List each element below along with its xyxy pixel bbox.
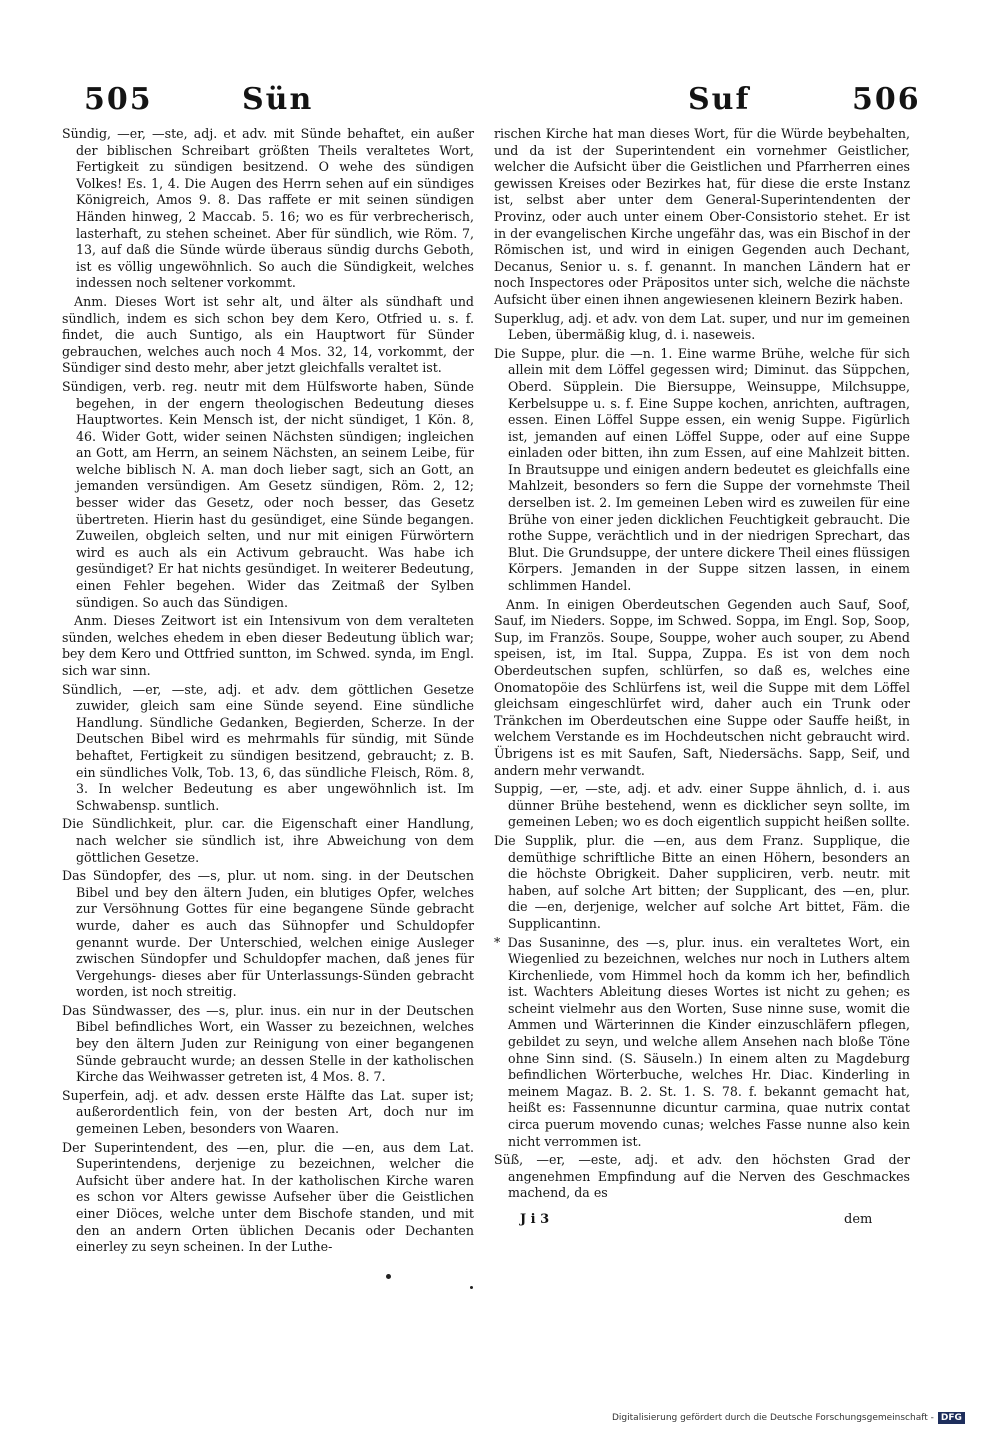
entry-suppe: Die Suppe, plur. die —n. 1. Eine warme Brühe, welche für sich allein mit dem Löffel gegessen wird; Diminut. das Süppchen, Oberd. Süpplein. Die Biersuppe, Weinsuppe, Milchsuppe, Kerbelsuppe u. s. f. Eine Suppe kochen, anrichten, auftragen, essen. Einen Löffel Suppe essen, ein wenig Suppe. Figürlich ist, jemanden auf einen Löffel Suppe, oder auf eine Suppe einladen oder bitten, ihn zum Essen, auf eine Mahlzeit bitten. In Brautsuppe und einigen andern bedeutet es gleichfalls eine Mahlzeit, besonders so fern die Suppe der vornehmste Theil derselben ist. 2. Im gemeinen Leben wird es zuweilen für eine Brühe von einer jeden dicklichen Feuchtigkeit gebraucht. Die rothe Suppe, verächtlich und in der niedrigen Sprechart, das Blut. Die Grundsuppe, der untere dickere Theil eines flüssigen Körpers. Jemanden in der Suppe sitzen lassen, in einem schlimmen Handel.	[494, 345, 910, 594]
entry-superintendent-continued: rischen Kirche hat man dieses Wort, für die Würde beybehalten, und da ist der Superintendent ein vornehmer Geistlicher, welcher die Aufsicht über die Geistlichen und Pfarrherren eines gewissen Kreises oder Bezirkes hat, für diese die erste Instanz ist, selbst aber unter dem General-Superintendenten der Provinz, oder auch unter einem Ober-Consistorio stehet. Er ist in der evangelischen Kirche ungefähr das, was ein Bischof in der Römischen ist, und wird in einigen Gegenden auch Dechant, Decanus, Senior u. s. f. genannt. In manchen Ländern hat er noch Inspectores oder Präpositos unter sich, welche die nächste Aufsicht über einen ihnen angewiesenen kleinern Bezirk haben.	[494, 126, 910, 307]
entry-suppig: Suppig, —er, —ste, adj. et adv. einer Suppe ähnlich, d. i. aus dünner Brühe bestehend, wenn es dicklicher seyn sollte, im gemeinen Leben; wo es doch eigentlich suppicht heißen sollte.	[494, 781, 910, 830]
dfg-logo: DFG	[938, 1412, 965, 1424]
left-column	[62, 126, 474, 1258]
entry-susaninne: * Das Susaninne, des —s, plur. inus. ein veraltetes Wort, ein Wiegenlied zu bezeichnen, welches nur noch in Luthers altem Kirchenliede, vom Himmel hoch da komm ich her, befindlich ist. Wachters Ableitung dieses Wortes ist nicht zu gehen; es scheint vielmehr aus den Worten, Suse ninne suse, womit die Ammen und Wärterinnen die Kinder einzuschläfern pflegen, gebildet zu seyn, und welche allem Ansehen nach bloße Töne ohne Sinn sind. (S. Säuseln.) In einem alten zu Magdeburg befindlichen Wörterbuche, welches Hr. Diac. Kinderling in meinem Magaz. B. 2. St. 1. S. 78. f. bekannt gemacht hat, heißt es: Fassennunne dicuntur carmina, quae nutrix contat circa puerum movendo cunas; welches Fasse nunne also kein nicht verrommen ist.	[494, 934, 910, 1149]
entry-supplik: Die Supplik, plur. die —en, aus dem Franz. Supplique, die demüthige schriftliche Bitte an einen Höhern, besonders an die höchste Obrigkeit. Daher suppliciren, verb. neutr. mit haben, auf solche Art bitten; der Supplicant, des —en, plur. die —en, derjenige, welcher auf solche Art bittet, Fäm. die Supplicantinn.	[494, 832, 910, 931]
entry-suendig: Sündig, —er, —ste, adj. et adv. mit Sünde behaftet, ein außer der biblischen Schreibart größten Theils veraltetes Wort, Fertigkeit zu sündigen besitzend. O wehe des sündigen Volkes! Es. 1, 4. Die Augen des Herrn sehen auf ein sündiges Königreich, Amos 9. 8. Das raffete er mit seinen sündigen Händen hinweg, 2 Maccab. 5. 16; wo es für verbrecherisch, lasterhaft, zu stehen scheinet. Aber für sündlich, wie Röm. 7, 13, auf daß die Sünde würde überaus sündig durchs Geboth, ist es völlig ungewöhnlich. So auch die Sündigkeit, welches indessen noch seltener vorkommt.	[62, 126, 474, 291]
right-column	[494, 126, 910, 1204]
entry-superklug: Superklug, adj. et adv. von dem Lat. super, und nur im gemeinen Leben, übermäßig klug, d. i. naseweis.	[494, 310, 910, 343]
note-suppe: Anm. In einigen Oberdeutschen Gegenden auch Sauf, Soof, Sauf, im Nieders. Soppe, im Schwed. Soppa, im Engl. Sop, Soop, Sup, im Französ. Soupe, Souppe, woher auch souper, zu Abend speisen, ist, im Ital. Suppa, Zuppa. Es ist von dem noch Oberdeutschen supfen, schlürfen, so daß es, welches eine Onomatopöie des Schlürfens ist, weil die Suppe mit dem Löffel gleichsam eingeschlürfet wird, daher auch ein Trunk oder Tränkchen im Oberdeutschen eine Suppe oder Sauffe heißt, in welchem Verstande es im Hochdeutschen nicht gebraucht wird. Übrigens ist es mit Saufen, Saft, Niedersächs. Sapp, Seif, und andern mehr verwandt.	[494, 596, 910, 778]
signature-mark: J i 3	[520, 1212, 550, 1227]
speck	[386, 1274, 391, 1279]
digitization-footer	[612, 1412, 965, 1424]
entry-superfein: Superfein, adj. et adv. dessen erste Hälfte das Lat. super ist; außerordentlich fein, von der besten Art, doch nur im gemeinen Leben, besonders von Waaren.	[62, 1087, 474, 1137]
running-head-right: Suf	[688, 82, 751, 117]
catchword: dem	[844, 1212, 873, 1227]
speck	[470, 1286, 473, 1289]
entry-suendigen: Sündigen, verb. reg. neutr mit dem Hülfsworte haben, Sünde begehen, in der engern theologischen Bedeutung dieses Hauptwortes. Kein Mensch ist, der nicht sündiget, 1 Kön. 8, 46. Wider Gott, wider seinen Nächsten sündigen; ingleichen an Gott, am Herrn, an seinem Nächsten, an seinem Leibe, für welche biblisch N. A. man doch lieber sagt, sich an Gott, an jemanden versündigen. Am Gesetz sündigen, Röm. 2, 12; besser wider das Gesetz, oder noch besser, das Gesetz übertreten. Hierin hast du gesündiget, eine Sünde begangen. Zuweilen, obgleich selten, und nur mit einigen Fürwörtern wird es auch als ein Activum gebraucht. Was habe ich gesündiget? Er hat nichts gesündiget. In weiterer Bedeutung, einen Fehler begehen. Wider das Zeitmaß der Sylben sündigen. So auch das Sündigen.	[62, 378, 474, 610]
entry-superintendent: Der Superintendent, des —en, plur. die —en, aus dem Lat. Superintendens, derjenige zu bezeichnen, welcher die Aufsicht über andere hat. In der katholischen Kirche waren es schon vor Alters gewisse Aufseher über die Geistlichen einer Diöces, welche unter dem Bischofe standen, und mit den an andern Orten üblichen Decanis oder Dechanten einerley zu seyn scheinen. In der Luthe-	[62, 1139, 474, 1255]
footer-text: Digitalisierung gefördert durch die Deutsche Forschungsgemeinschaft -	[612, 1413, 934, 1423]
entry-suendlichkeit: Die Sündlichkeit, plur. car. die Eigenschaft einer Handlung, nach welcher sie sündlich ist, ihre Abweichung von dem göttlichen Gesetze.	[62, 816, 474, 865]
entry-suendopfer: Das Sündopfer, des —s, plur. ut nom. sing. in der Deutschen Bibel und bey den ältern Juden, ein blutiges Opfer, welches zur Versöhnung Gottes für eine begangene Sünde gebracht wurde, daher es auch das Sühnopfer und Schuldopfer genannt wurde. Der Unterschied, welchen einige Ausleger zwischen Sündopfer und Schuldopfer machen, daß jenes für Vergehungs- dieses aber für Unterlassungs-Sünden gebracht worden, ist noch streitig.	[62, 868, 474, 1000]
note-suendigen: Anm. Dieses Zeitwort ist ein Intensivum von dem veralteten sünden, welches ehedem in eben dieser Bedeutung üblich war; bey dem Kero und Ottfried suntton, im Schwed. synda, im Engl. sich war sinn.	[62, 613, 474, 678]
page-number-right: 506	[852, 82, 921, 117]
page-number-left: 505	[84, 82, 153, 117]
running-head-left: Sün	[242, 82, 314, 117]
entry-suendwasser: Das Sündwasser, des —s, plur. inus. ein nur in der Deutschen Bibel befindliches Wort, ein Wasser zu bezeichnen, welches bey den ältern Juden zur Reinigung von einer begangenen Sünde gebraucht wurde; an dessen Stelle in der katholischen Kirche das Weihwasser getreten ist, 4 Mos. 8. 7.	[62, 1002, 474, 1085]
entry-suendlich: Sündlich, —er, —ste, adj. et adv. dem göttlichen Gesetze zuwider, gleich sam eine Sünde seyend. Eine sündliche Handlung. Sündliche Gedanken, Begierden, Scherze. In der Deutschen Bibel wird es mehrmahls für sündig, mit Sünde behaftet, Fertigkeit zu sündigen besitzend, gebraucht; z. B. ein sündliches Volk, Tob. 13, 6, das sündliche Fleisch, Röm. 8, 3. In welcher Bedeutung es aber ungewöhnlich ist. Im Schwabensp. suntlich.	[62, 681, 474, 813]
note-suendig: Anm. Dieses Wort ist sehr alt, und älter als sündhaft und sündlich, indem es sich schon bey dem Kero, Otfried u. s. f. findet, die auch Suntigo, als ein Hauptwort für Sünder gebrauchen, welches auch noch 4 Mos. 32, 14, vorkommt, der Sündiger sind desto mehr, aber jetzt gleichfalls veraltet ist.	[62, 293, 474, 376]
entry-suess: Süß, —er, —este, adj. et adv. den höchsten Grad der angenehmen Empfindung auf die Nerven des Geschmackes machend, da es	[494, 1152, 910, 1201]
